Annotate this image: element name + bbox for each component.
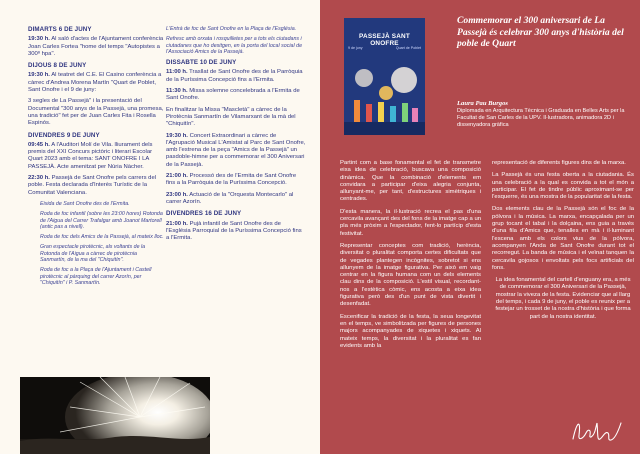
event-item [166,173,306,188]
event-text: Processó des de l'Ermita de Sant Onofre fins a la Parròquia de la Puríssima Concepció. [166,173,297,187]
event-item [28,175,164,197]
article-column-1 [340,160,481,355]
article-paragraph: Partint com a base fonamental el fet de transmetre eixa idea de celebració, buscava una composició dinàmica. Que la combinació d'elements em convidara a participar d'eixa alegria conjunta, allunyant-me, per tant, d'estructures simètriques i centrades. [340,160,481,203]
poster-date: 9 de juny [348,46,363,50]
poster-subtitle [348,46,421,50]
signature [567,415,627,445]
event-text: Concert Extraordinari a càrrec de l'Agrupació Musical L'Amistat al Parc de Sant Onofre, amb l'estrena de la peça "Amics de la Passejà" un pasdoble-himne per a commemorar el 300 Aniversari de la Passejà. [166,132,306,168]
event-note: Refresc amb orxata i rosquilletes per a tots els ciutadans i ciutadanes que ho desitgen, en la porta del local social de l'Associació Amics de la Passejà. [166,36,303,55]
event-item [28,36,164,58]
event-note: Roda de foc dels Amics de la Passejà, al mateix lloc. [40,234,164,241]
event-time: 19:30 h. [166,132,188,139]
fireworks-photo [20,377,210,454]
article-paragraph: Representar conceptes com tradició, herència, diversitat o pluralitat comporta certes dificultats que de vegades plantegen incògnites, sobretot si ens allunyem de la imatge figurativa. Per això em vaig centrar en la figura humana com un dels elements clau dins de la composició. L'estil visual, recordant-nos a l'estètica còmic, ens acosta a eixa idea figurativa però des d'un punt de vista divertit i desenfadat. [340,242,481,308]
poster-image [344,18,425,135]
poster-title: PASSEJÀ SANT ONOFRE [359,33,410,47]
article-column-2 [492,160,634,326]
poster-place: Quart de Poblet [395,46,421,50]
event-item [28,142,164,171]
event-time: 09:45 h. [28,141,50,148]
event-time: 23:00 h. [166,191,188,198]
event-item [166,133,306,169]
article-paragraph: D'esta manera, la il·lustració recrea el pas d'una cercavila avançant des del fons de la imatge cap a un pla més pròxim a l'espectador, fent-lo partícip d'esta festivitat. [340,208,481,237]
signature-mark [567,415,627,445]
event-time: 19:30 h. [28,36,50,43]
event-note: L'Entrà de foc de Sant Onofre en la Plaça de l'Església. [166,26,297,32]
article-paragraph: La Passejà és una festa oberta a la ciutadania. És una celebració a la qual es convida a tot el món a participar. El fet de tindre públic aproximant-se per l'esquerre, és una mostra de la popularitat de la festa. [492,172,634,201]
fireworks-image [20,377,210,454]
event-item [166,221,306,243]
event-note: Roda de foc infantil (sobre les 23:00 hores) Rotonda de l'Aigua del Carrer Trafalgar amb Joanot Martorell (antic pas a nivell). [40,211,163,230]
author-name: Laura Pau Burgos [457,100,508,107]
article-paragraph: Escenificar la tradició de la festa, la seua longevitat en el temps, ve simbolitzada per figures de persones majors acompanyades de xiquetes i xiquets. Al mateix temps, la diversitat i la pluralitat es fan evidents amb la [340,313,481,349]
program-column-1 [28,26,164,290]
event-time: 11:00 h. [166,69,188,76]
event-text: A l'Auditori Molí de Vila. lliurament dels premis del XXI Concurs pictòric i literari Escolar Quart 2023 amb el tema: SANT ONOFRE I LA PASSEJÀ. Acte amenitzat per Núria Nàcher. [28,141,153,170]
author-block [457,100,629,129]
article-page [320,0,640,454]
event-text: En finalitzar la Missa "Mascletà" a càrrec de la Pirotècnia Sanmartín de Vilamarxant de la mà del "Chiquitín". [166,106,296,128]
event-note: Gran espectacle pirotècnic, als voltants de la Rotonda de l'Aigua a càrrec de pirotècnia Sanmartín, de la ma del "Chiquitín". [40,244,146,264]
article-heading: Commemorar el 300 aniversari de La Passejà és celebrar 300 anys d'història del poble de Quart [457,15,624,49]
event-note: Roda de foc a la Plaça de l'Ajuntament i Castell pirotècnic al pàrquing del carrer Azorín, per "Chiquitín" i P. Sanmartín. [40,267,152,286]
author-bio: Diplomada en Arquitectura Tècnica i Graduada en Belles Arts per la Facultat de San Carles de la UPV. Il·lustradora, animadora 2D i dissenyadora gràfica [457,108,625,128]
event-text: Al teatret del C.E. El Casino conferència a càrrec d'Andrea Morena Martín "Quart de Poblet, Sant Onofre i el 9 de juny: [28,72,162,94]
event-time: 21:00 h. [166,173,188,180]
event-time: 19:30 h. [28,72,50,79]
day-heading: DIJOUS 8 DE JUNY [28,62,87,70]
event-text: Pujà infantil de Sant Onofre des de l'Església Parroquial de la Puríssima Concepció fins a l'Ermita. [166,220,302,242]
event-time: 11:30 h. [166,88,188,95]
event-text: Passejà de Sant Onofre pels carrers del poble. Festa declarada d'Interès Turístic de la Comunitat Valenciana. [28,175,157,196]
article-paragraph: La idea fonamental del cartell d'enguany era, a més de commemorar el 300 Aniversari de la Passejà, mostrar la viveza de la festa. Evidenciar que al llarg del temps, i cada 9 de juny, el poble es reunix per a festejar un trosset de la nostra d'història i que forma part de la nostra identitat. [495,277,631,320]
article-paragraph: representació de diferents figures dins de la marxa. [492,160,626,166]
event-item [166,192,306,207]
event-note: Eixida de Sant Onofre des de l'Ermita. [40,200,130,207]
event-text: Trasllat de Sant Onofre des de la Parròquia de la Puríssima Concepció fins a l'Ermita. [166,69,303,83]
event-text: Missa solemne concelebrada a l'Ermita de Sant Onofre. [166,88,300,102]
day-heading: DIVENDRES 9 DE JUNY [28,131,100,139]
event-item [166,69,306,84]
event-item [28,72,164,94]
event-text: Actuació de la "Orquesta Montecarlo" al carrer Azorín. [166,191,294,205]
event-text: 3 segles de La Passejà" i la presentació del Documental "300 anys de la Passejà, una promesa, una tradició" fet per de Juan Carles Fita i Rosella Espinós. [28,98,164,127]
event-text: Al saló d'actes de l'Ajuntament conferència Joan Carles Fortea "home del temps "Autopistes a 300º hpa". [28,36,164,57]
day-heading: DIVENDRES 16 DE JUNY [166,210,242,218]
day-heading: DIMARTS 6 DE JUNY [28,26,92,33]
event-time: 21:00 h. [166,220,188,227]
day-heading: DISSABTE 10 DE JUNY [166,59,237,67]
program-column-2 [166,26,306,246]
article-paragraph: Dos elements clau de la Passejà són el foc de la pólvora i la música. La marxa, encapçalada per un grup tocant el tabal i la dolçaina, ens guia a través d'una fila d'Amics que, tenalles en mà i il·luminant l'escena amb els colors vius de la pólvora, acompanyen l'Anda de Sant Onofre durant tot el recorregut. La banda de música i el veïnat tanquen la cercavila gojosos i envoltats pels focs artificials del fons. [492,206,634,271]
event-time: 22:30 h. [28,175,50,182]
event-item [166,88,306,103]
